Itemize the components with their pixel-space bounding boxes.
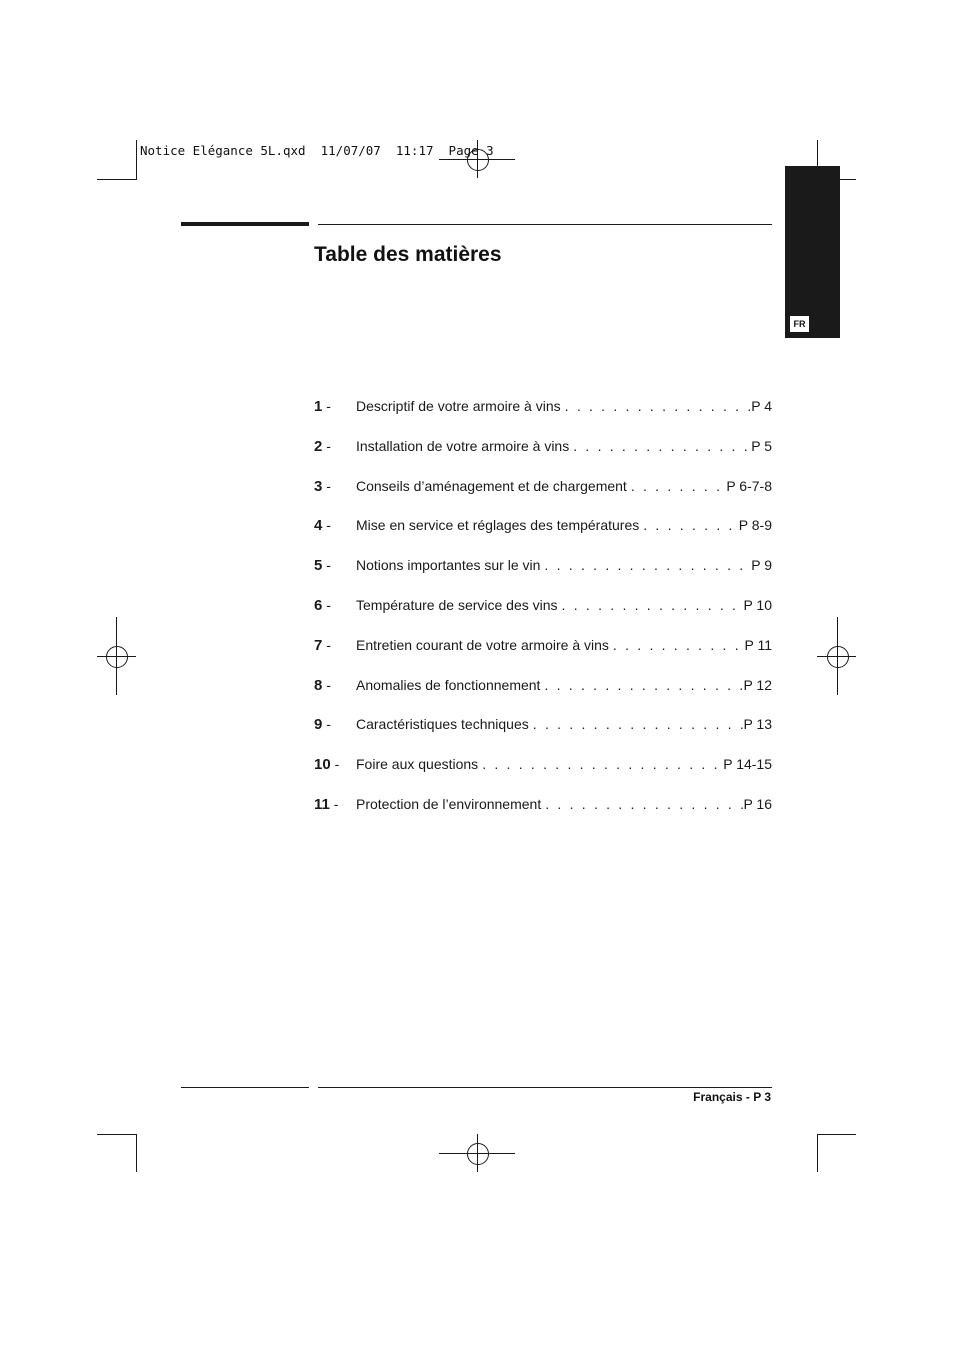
toc-leader-dots [478,756,723,772]
footer-page-label: Français - P 3 [693,1090,771,1104]
toc-page-ref: P 4 [751,398,772,414]
toc-leader-dots [529,716,744,732]
toc-entry [314,716,772,756]
toc-leader-dots [540,677,743,693]
toc-page-ref: P 6-7-8 [726,477,772,494]
toc-number: 1 - [314,398,331,415]
toc-page-ref: P 13 [743,716,772,733]
printer-slug: Notice Elégance 5L.qxd 11/07/07 11:17 Page 3 [140,143,494,158]
footer-rule-right [318,1087,772,1088]
toc-page-ref: P 11 [744,636,772,653]
toc-entry [314,637,772,677]
toc-page-ref: P 8-9 [738,517,772,534]
header-rule-thin [318,224,772,225]
toc-page-ref: P 5 [751,437,772,454]
toc-title: Foire aux questions [356,756,479,773]
toc-entry [314,478,772,518]
toc-leader-dots [558,597,744,613]
toc-number: 2 - [314,437,331,455]
toc-number: 5 - [314,557,331,575]
toc-title: Anomalies de fonctionnement [356,676,541,693]
toc-entry [314,557,772,597]
toc-entry [314,517,772,557]
toc-number: 8 - [314,676,331,694]
toc-title: Température de service des vins [356,596,558,613]
toc-title: Installation de votre armoire à vins [356,437,570,454]
toc-title: Protection de l’environnement [356,795,542,812]
toc-entry [314,677,772,717]
toc-leader-dots [569,438,751,454]
toc-leader-dots [639,517,739,533]
toc-leader-dots [541,796,743,812]
toc-title: Conseils d’aménagement et de chargement [356,477,627,494]
toc-title: Descriptif de votre armoire à vins [356,398,561,414]
toc-page-ref: P 16 [743,795,772,812]
toc-number: 7 - [314,636,331,654]
header-rule-thick [181,222,309,226]
toc-leader-dots [627,478,727,494]
language-side-tab [785,166,840,338]
toc-page-ref: P 10 [743,596,772,613]
toc-number: 4 - [314,517,331,535]
toc-page-ref: P 12 [743,676,772,693]
toc-entry [314,756,772,796]
toc-leader-dots [609,637,745,653]
toc-page-ref: P 14-15 [723,756,772,773]
toc-title: Mise en service et réglages des températures [356,517,640,534]
toc-number: 11 - [314,795,339,813]
toc-number: 9 - [314,716,331,734]
toc-entry [314,597,772,637]
toc-title: Caractéristiques techniques [356,716,529,733]
toc-title: Notions importantes sur le vin [356,557,541,574]
toc-leader-dots [561,398,752,414]
toc-number: 6 - [314,596,331,614]
toc-page-ref: P 9 [751,557,772,574]
toc-title: Entretien courant de votre armoire à vins [356,636,609,653]
toc-number: 10 - [314,756,340,774]
toc-entry [314,796,772,836]
toc-entry [314,438,772,478]
toc-leader-dots [540,557,751,573]
language-badge: FR [790,316,809,332]
toc-number: 3 - [314,477,331,495]
table-of-contents [314,398,772,836]
footer-rule-left [181,1087,309,1088]
toc-entry [314,398,772,438]
page-title: Table des matières [314,243,502,266]
